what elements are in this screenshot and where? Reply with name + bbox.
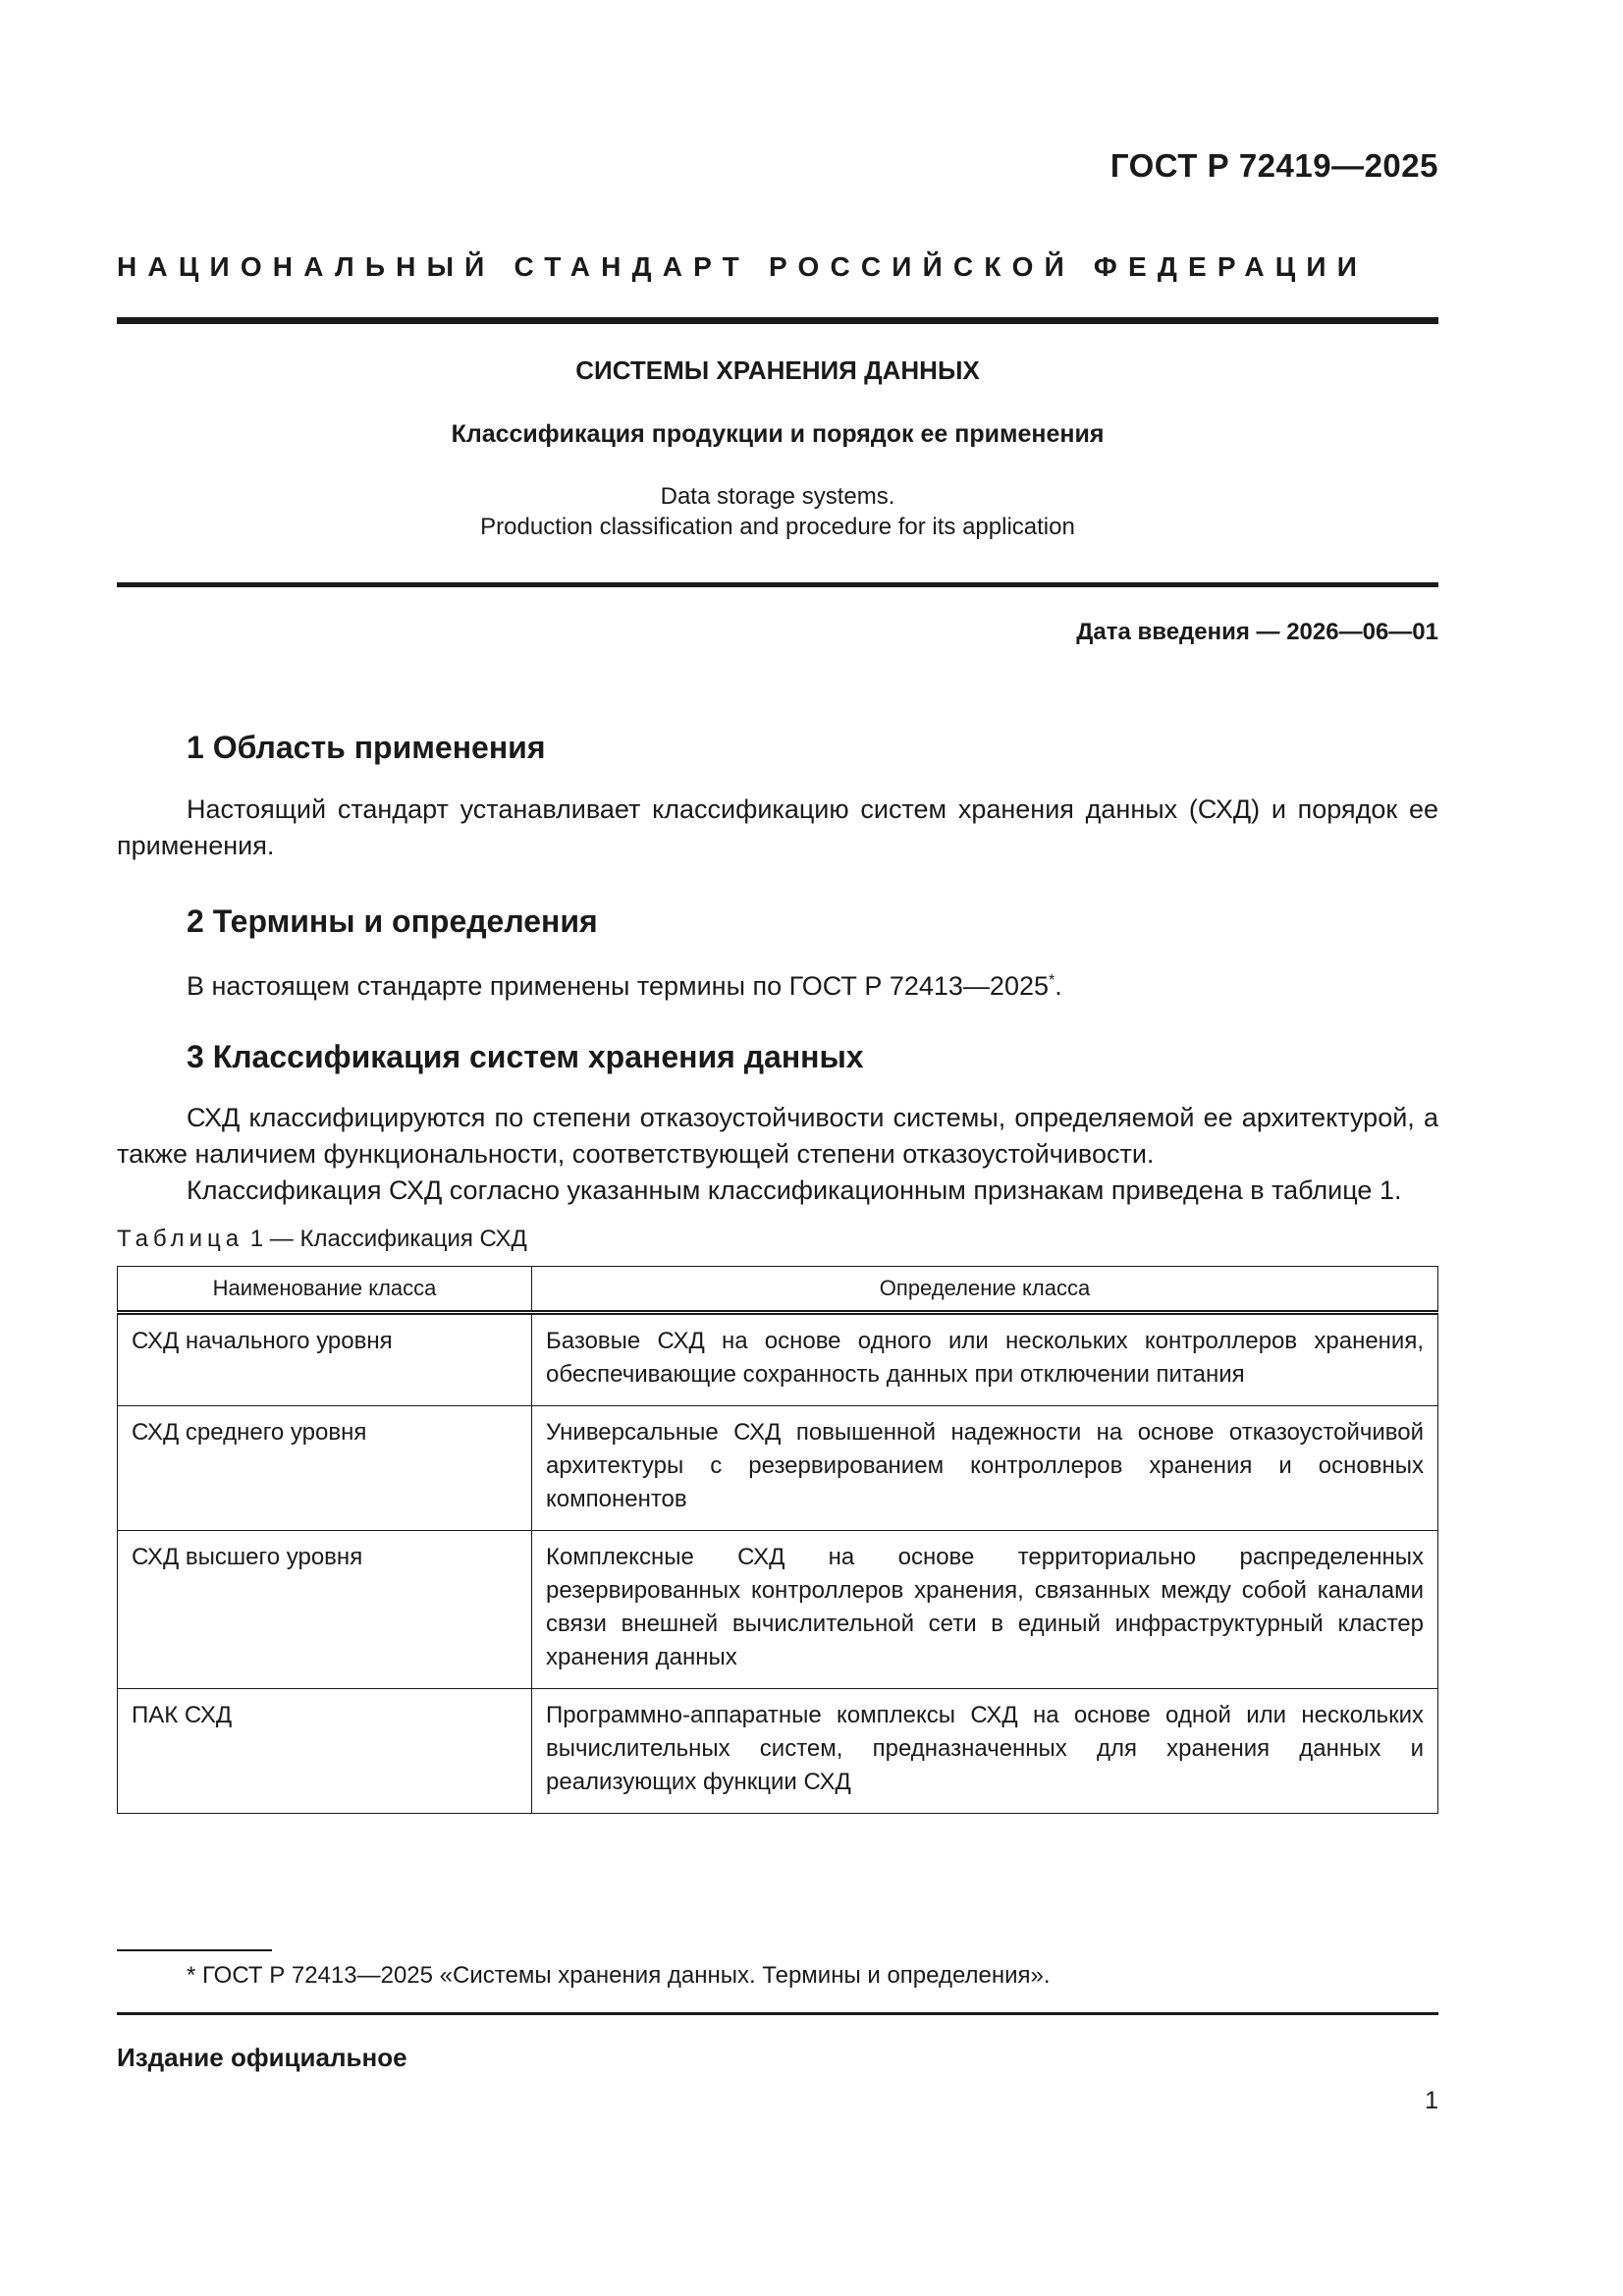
section-3-text-2: Классификация СХД согласно указанным классификационным признакам приведена в таблице 1. (187, 1175, 1402, 1205)
english-title-line-1: Data storage systems. (660, 483, 895, 510)
class-definition-cell: Комплексные СХД на основе территориально распределенных резервированных контроллеров хранения, связанных между собой каналами связи внешней вычислительной сети в единый инфраструктурный кластер хранения данных (532, 1531, 1438, 1689)
class-name-cell: СХД среднего уровня (118, 1406, 532, 1531)
class-definition-cell: Программно-аппаратные комплексы СХД на основе одной или нескольких вычислительных систем, предназначенных для хранения данных и реализующих функции СХД (532, 1689, 1438, 1814)
table-caption-word: Таблица (117, 1226, 244, 1252)
table-header-row (118, 1267, 1438, 1313)
footnote-separator (117, 1949, 272, 1951)
table-caption (117, 1226, 527, 1253)
class-definition-cell: Базовые СХД на основе одного или нескольких контроллеров хранения, обеспечивающие сохранность данных при отключении питания (532, 1313, 1438, 1406)
introduction-date: Дата введения — 2026—06—01 (1076, 619, 1438, 645)
table-row (118, 1531, 1438, 1689)
official-edition-label: Издание официальное (117, 2043, 407, 2072)
class-name-cell: ПАК СХД (118, 1689, 532, 1814)
section-2-sentence: В настоящем стандарте применены термины по ГОСТ Р 72413—2025 (187, 971, 1049, 1001)
bottom-divider (117, 2012, 1438, 2015)
column-header-class-name: Наименование класса (118, 1267, 532, 1313)
table-row (118, 1406, 1438, 1531)
section-2-heading: 2 Термины и определения (187, 903, 598, 939)
english-title-line-2: Production classification and procedure for its application (480, 514, 1075, 540)
table-caption-title: 1 — Классификация СХД (249, 1226, 527, 1252)
class-name-cell: СХД высшего уровня (118, 1531, 532, 1689)
section-1-heading: 1 Область применения (187, 730, 546, 765)
section-3-text-1: СХД классифицируются по степени отказоустойчивости системы, определяемой ее архитектурой, а также наличием функциональности, соответствующей степени отказоустойчивости. (117, 1103, 1438, 1169)
section-3-heading: 3 Классификация систем хранения данных (187, 1039, 864, 1074)
page-number: 1 (1425, 2087, 1438, 2114)
title-divider (117, 582, 1438, 587)
table-row (118, 1689, 1438, 1814)
english-title (117, 481, 1438, 542)
section-2-text: В настоящем стандарте применены термины по ГОСТ Р 72413—2025*. (187, 971, 1062, 1001)
footnote-reference: * (1049, 972, 1055, 989)
document-title: СИСТЕМЫ ХРАНЕНИЯ ДАННЫХ (575, 355, 980, 385)
national-standard-banner: НАЦИОНАЛЬНЫЙ СТАНДАРТ РОССИЙСКОЙ ФЕДЕРАЦИИ (117, 251, 1369, 282)
document-subtitle: Классификация продукции и порядок ее применения (451, 420, 1105, 448)
class-name-cell: СХД начального уровня (118, 1313, 532, 1406)
section-1-text: Настоящий стандарт устанавливает классификацию систем хранения данных (СХД) и порядок ее применения. (117, 794, 1438, 860)
table-row (118, 1313, 1438, 1406)
column-header-class-definition: Определение класса (532, 1267, 1438, 1313)
document-code: ГОСТ Р 72419—2025 (1109, 147, 1438, 184)
class-definition-cell: Универсальные СХД повышенной надежности на основе отказоустойчивой архитектуры с резервированием контроллеров хранения и основных компонентов (532, 1406, 1438, 1531)
top-divider (117, 317, 1438, 324)
footnote-text: * ГОСТ Р 72413—2025 «Системы хранения данных. Термины и определения». (187, 1962, 1051, 1989)
classification-table (117, 1266, 1438, 1814)
